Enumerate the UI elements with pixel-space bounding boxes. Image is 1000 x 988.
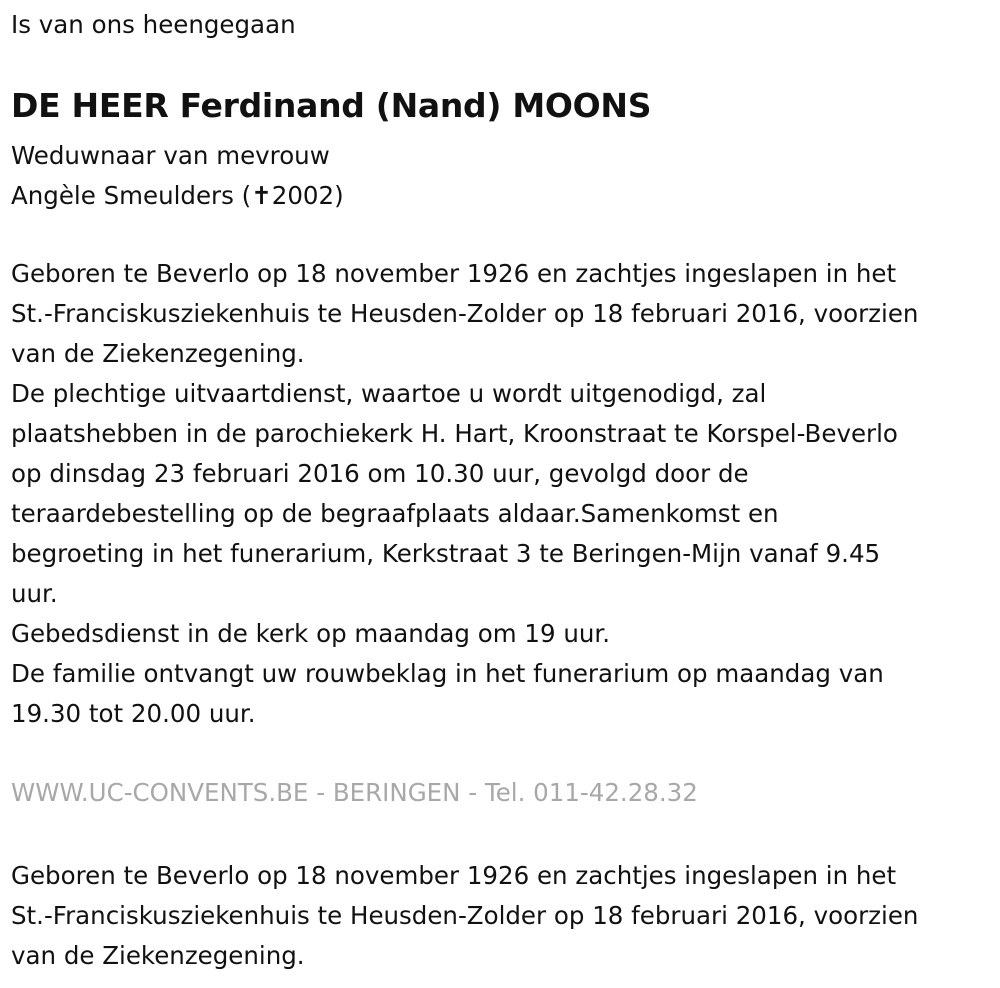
main-text-line: De plechtige uitvaartdienst, waartoe u wordt uitgenodigd, zal bbox=[11, 379, 767, 408]
repeat-text-line: St.-Franciskusziekenhuis te Heusden-Zolder op 18 februari 2016, voorzien bbox=[11, 901, 919, 930]
deceased-name: DE HEER Ferdinand (Nand) MOONS bbox=[11, 86, 652, 125]
spouse-death-year: 2002) bbox=[271, 181, 344, 210]
intro-text: Is van ons heengegaan bbox=[11, 10, 296, 39]
spouse-line-2 bbox=[11, 176, 344, 216]
main-text-line: Gebedsdienst in de kerk op maandag om 19 uur. bbox=[11, 619, 611, 648]
main-text-line: uur. bbox=[11, 579, 58, 608]
main-text-line: van de Ziekenzegening. bbox=[11, 339, 305, 368]
spouse-info bbox=[11, 136, 344, 216]
spouse-name: Angèle Smeulders ( bbox=[11, 181, 252, 210]
repeat-text-line: Geboren te Beverlo op 18 november 1926 en zachtjes ingeslapen in het bbox=[11, 861, 897, 890]
repeat-text-line: van de Ziekenzegening. bbox=[11, 941, 305, 970]
main-text-line: St.-Franciskusziekenhuis te Heusden-Zolder op 18 februari 2016, voorzien bbox=[11, 299, 919, 328]
cross-icon: ✝ bbox=[251, 181, 272, 210]
repeat-text-block bbox=[11, 856, 918, 976]
main-text-block bbox=[11, 254, 918, 734]
main-text-line: De familie ontvangt uw rouwbeklag in het funerarium op maandag van bbox=[11, 659, 884, 688]
main-text-line: begroeting in het funerarium, Kerkstraat 3 te Beringen-Mijn vanaf 9.45 bbox=[11, 539, 881, 568]
main-text-line: plaatshebben in de parochiekerk H. Hart, Kroonstraat te Korspel-Beverlo bbox=[11, 419, 898, 448]
main-text-line: teraardebestelling op de begraafplaats aldaar.Samenkomst en bbox=[11, 499, 779, 528]
main-text-line: Geboren te Beverlo op 18 november 1926 en zachtjes ingeslapen in het bbox=[11, 259, 897, 288]
main-text-line: 19.30 tot 20.00 uur. bbox=[11, 699, 256, 728]
spouse-line-1: Weduwnaar van mevrouw bbox=[11, 141, 330, 170]
main-text-line: op dinsdag 23 februari 2016 om 10.30 uur, gevolgd door de bbox=[11, 459, 749, 488]
funeral-home-footer: WWW.UC-CONVENTS.BE - BERINGEN - Tel. 011-42.28.32 bbox=[11, 778, 698, 807]
